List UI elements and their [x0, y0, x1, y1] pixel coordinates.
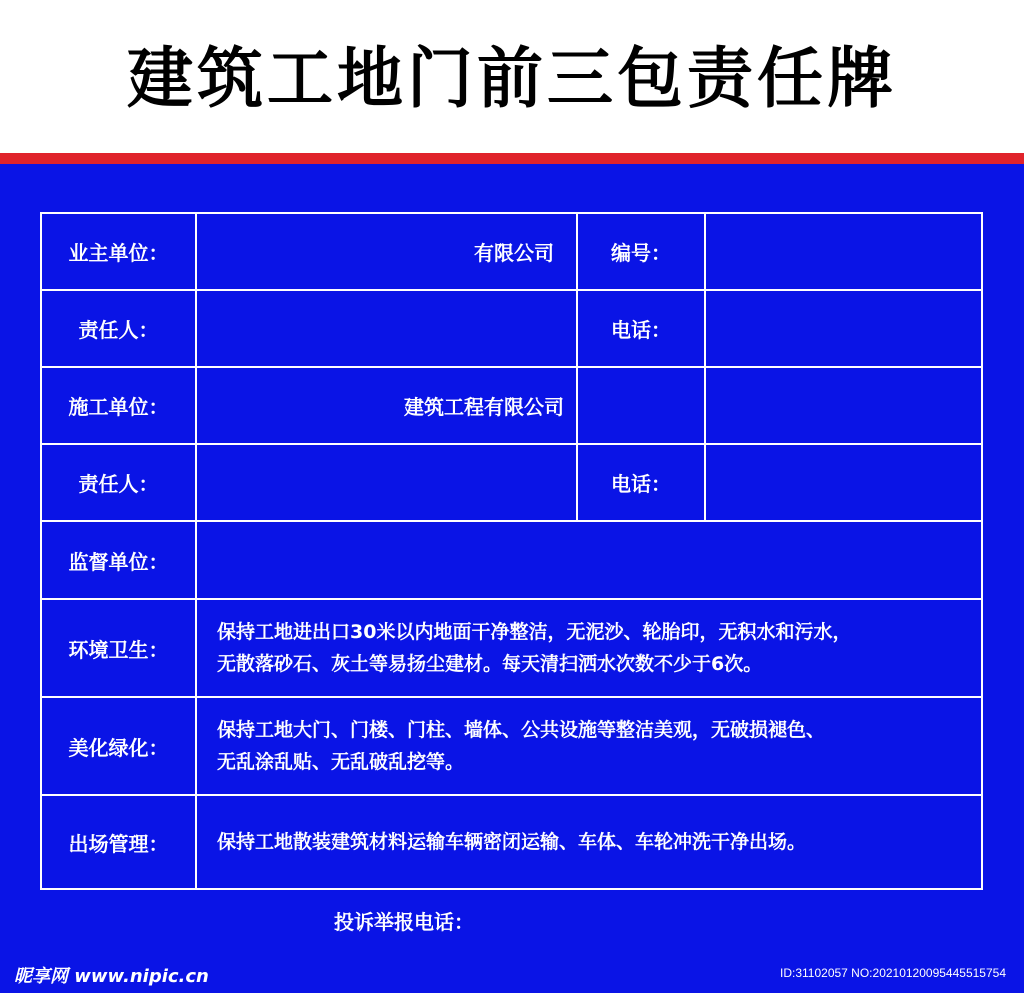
- text-sanitation: 保持工地进出口30米以内地面干净整洁，无泥沙、轮胎印，无积水和污水， 无散落砂石、灰土等易扬尘建材。每天清扫洒水次数不少于6次。: [195, 598, 983, 698]
- label-construction-unit: 施工单位：: [40, 366, 197, 445]
- label-owner-responsible: 责任人：: [40, 289, 197, 368]
- watermark-id: ID:31102057 NO:20210120095445515754: [780, 966, 1006, 980]
- label-owner-unit: 业主单位：: [40, 212, 197, 291]
- value-construction-unit: 建筑工程有限公司: [195, 366, 578, 445]
- label-greening: 美化绿化：: [40, 696, 197, 796]
- value-serial-number: [704, 212, 983, 291]
- value-owner-responsible: [195, 289, 578, 368]
- label-construction-phone: 电话：: [576, 443, 706, 522]
- label-sanitation: 环境卫生：: [40, 598, 197, 698]
- accent-divider: [0, 153, 1024, 164]
- text-exit-management: 保持工地散装建筑材料运输车辆密闭运输、车体、车轮冲洗干净出场。: [195, 794, 983, 890]
- watermark-site: 昵享网 www.nipic.cn: [14, 966, 209, 987]
- value-owner-unit: 有限公司: [195, 212, 578, 291]
- value-construction-extra: [704, 366, 983, 445]
- label-serial-number: 编号：: [576, 212, 706, 291]
- page-title: 建筑工地门前三包责任牌: [127, 40, 897, 117]
- label-construction-responsible: 责任人：: [40, 443, 197, 522]
- label-owner-phone: 电话：: [576, 289, 706, 368]
- value-owner-phone: [704, 289, 983, 368]
- value-construction-responsible: [195, 443, 578, 522]
- label-exit-management: 出场管理：: [40, 794, 197, 890]
- value-supervision-unit: [195, 520, 983, 600]
- label-construction-extra: [576, 366, 706, 445]
- text-greening: 保持工地大门、门楼、门柱、墙体、公共设施等整洁美观，无破损褪色、 无乱涂乱贴、无乱破乱挖等。: [195, 696, 983, 796]
- value-construction-phone: [704, 443, 983, 522]
- header-bar: [0, 0, 1024, 153]
- complaint-phone-label: 投诉举报电话：: [334, 910, 474, 934]
- label-supervision-unit: 监督单位：: [40, 520, 197, 600]
